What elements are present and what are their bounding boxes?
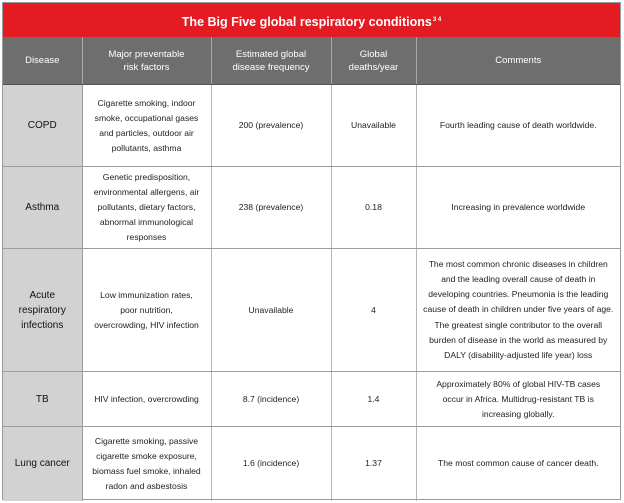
header-disease: Disease <box>3 37 82 85</box>
comments-cell: Approximately 80% of global HIV-TB cases occur in Africa. Multidrug-resistant TB is increasing globally. <box>416 372 620 427</box>
table-title <box>3 3 620 37</box>
deaths-cell: 1.37 <box>331 427 416 501</box>
disease-cell: Asthma <box>3 167 82 249</box>
table-row <box>3 249 620 372</box>
comments-cell: The most common chronic diseases in children and the leading overall cause of death in developing countries. Pneumonia is the leading cause of death in children under five years of age. The greatest single contributor to the overall burden of disease in the world as measured by DALY (disability-adjusted life year) loss <box>416 249 620 372</box>
frequency-cell: 238 (prevalence) <box>211 167 331 249</box>
disease-cell: Acute respiratory infections <box>3 249 82 372</box>
header-risk-factors: Major preventable risk factors <box>82 37 211 85</box>
conditions-table <box>3 37 620 501</box>
header-deaths: Global deaths/year <box>331 37 416 85</box>
frequency-cell: 8.7 (incidence) <box>211 372 331 427</box>
header-row <box>3 37 620 85</box>
frequency-cell: 1.6 (incidence) <box>211 427 331 501</box>
header-comments: Comments <box>416 37 620 85</box>
table-row <box>3 372 620 427</box>
deaths-cell: 4 <box>331 249 416 372</box>
title-reference-superscript: 3 4 <box>432 17 442 23</box>
frequency-cell: Unavailable <box>211 249 331 372</box>
deaths-cell: Unavailable <box>331 85 416 167</box>
header-frequency: Estimated global disease frequency <box>211 37 331 85</box>
disease-cell: Lung cancer <box>3 427 82 501</box>
comments-cell: The most common cause of cancer death. <box>438 458 599 469</box>
disease-cell: TB <box>3 372 82 427</box>
table-row <box>3 85 620 167</box>
table-row <box>3 167 620 249</box>
risk-factors-cell: Cigarette smoking, passive cigarette smoke exposure, biomass fuel smoke, inhaled radon and asbestosis <box>82 427 211 501</box>
deaths-cell: 0.18 <box>331 167 416 249</box>
comments-cell: Increasing in prevalence worldwide <box>416 167 620 249</box>
disease-cell: COPD <box>3 85 82 167</box>
table-title-text: The Big Five global respiratory conditions <box>181 15 432 30</box>
risk-factors-cell: Cigarette smoking, indoor smoke, occupational gases and particles, outdoor air pollutants, asthma <box>82 85 211 167</box>
risk-factors-cell: HIV infection, overcrowding <box>82 372 211 427</box>
respiratory-conditions-table-panel <box>2 2 621 500</box>
comments-cell: Fourth leading cause of death worldwide. <box>416 85 620 167</box>
deaths-cell: 1.4 <box>331 372 416 427</box>
risk-factors-cell: Genetic predisposition, environmental allergens, air pollutants, dietary factors, abnormal immunological responses <box>82 167 211 249</box>
table-row <box>3 427 620 501</box>
frequency-cell: 200 (prevalence) <box>211 85 331 167</box>
risk-factors-cell: Low immunization rates, poor nutrition, overcrowding, HIV infection <box>82 249 211 372</box>
